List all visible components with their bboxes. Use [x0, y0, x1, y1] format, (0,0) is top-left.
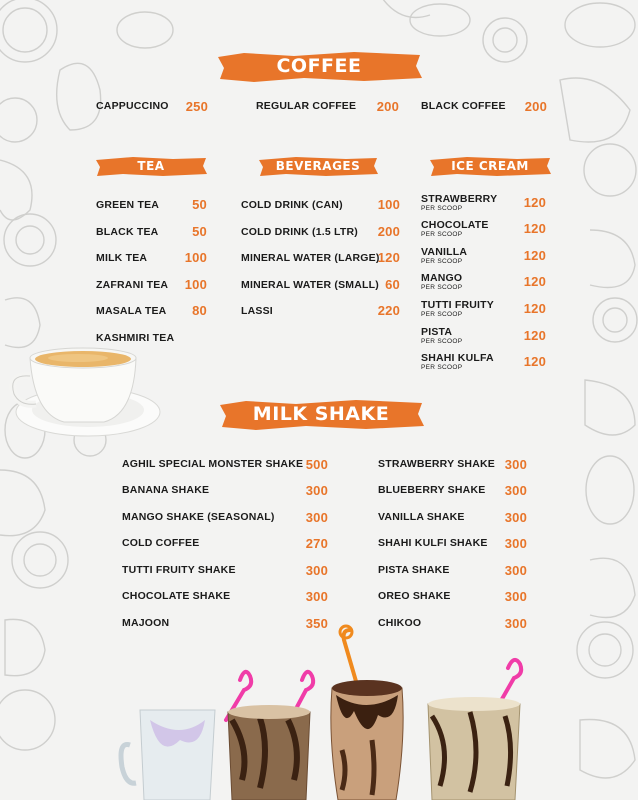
milk-shake-item-name: MANGO SHAKE (SEASONAL) [122, 511, 275, 523]
beverage-item-name: MINERAL WATER (SMALL) [241, 279, 379, 291]
milk-shake-item-name: MAJOON [122, 617, 170, 629]
coffee-item-price: 250 [185, 99, 208, 114]
milk-shake-section-banner [216, 396, 426, 432]
milk-shake-item-price: 300 [504, 483, 527, 498]
ice-cream-item-name: PISTA [421, 326, 453, 338]
beverage-item-price: 120 [377, 250, 400, 265]
ice-cream-item-price: 120 [523, 248, 546, 263]
ice-cream-item-price: 120 [523, 328, 546, 343]
beverage-item-name: LASSI [241, 305, 273, 317]
milk-shake-item-name: PISTA SHAKE [378, 564, 450, 576]
ice-cream-item-price: 120 [523, 274, 546, 289]
milk-shake-item-price: 300 [305, 589, 328, 604]
ice-cream-section-banner [427, 154, 553, 178]
milk-shake-item-price: 300 [504, 589, 527, 604]
milkshake-glasses-image [110, 620, 560, 800]
tea-item-name: MILK TEA [96, 252, 148, 264]
ice-cream-item-price: 120 [523, 354, 546, 369]
beverage-item-price: 220 [377, 303, 400, 318]
tea-item-name: KASHMIRI TEA [96, 332, 175, 344]
beverages-section-banner [256, 154, 380, 178]
milk-shake-item-name: SHAHI KULFI SHAKE [378, 537, 488, 549]
milk-shake-item-name: BANANA SHAKE [122, 484, 210, 496]
milk-shake-item-price: 270 [305, 536, 328, 551]
ice-cream-unit: PER SCOOP [421, 364, 463, 371]
ice-cream-unit: PER SCOOP [421, 338, 463, 345]
milk-shake-item-name: TUTTI FRUITY SHAKE [122, 564, 236, 576]
milk-shake-item-name: STRAWBERRY SHAKE [378, 458, 495, 470]
tea-item-price: 50 [192, 197, 207, 212]
ice-cream-item-price: 120 [523, 301, 546, 316]
tea-cup-image [6, 342, 166, 442]
ice-cream-unit: PER SCOOP [421, 258, 463, 265]
tea-item-price: 100 [184, 277, 207, 292]
ice-cream-item [421, 272, 462, 291]
milk-shake-item-price: 300 [504, 510, 527, 525]
milk-shake-item-price: 500 [305, 457, 328, 472]
ice-cream-item [421, 219, 489, 238]
milk-shake-item-price: 300 [504, 457, 527, 472]
ice-cream-unit: PER SCOOP [421, 311, 463, 318]
ice-cream-item [421, 352, 494, 371]
tea-item-name: MASALA TEA [96, 305, 167, 317]
coffee-item-price: 200 [376, 99, 399, 114]
coffee-section-banner [214, 48, 424, 84]
ice-cream-item-name: CHOCOLATE [421, 219, 489, 231]
ice-cream-item [421, 246, 467, 265]
ice-cream-title: ICE CREAM [451, 159, 529, 173]
milk-shake-item-name: COLD COFFEE [122, 537, 200, 549]
coffee-item-name: REGULAR COFFEE [256, 100, 357, 112]
ice-cream-item [421, 193, 497, 212]
tea-item-name: GREEN TEA [96, 199, 160, 211]
ice-cream-item [421, 326, 462, 345]
ice-cream-item-name: STRAWBERRY [421, 193, 498, 205]
milk-shake-item-name: CHOCOLATE SHAKE [122, 590, 231, 602]
ice-cream-unit: PER SCOOP [421, 231, 463, 238]
beverage-item-name: COLD DRINK (1.5 LTR) [241, 226, 358, 238]
beverage-item-price: 100 [377, 197, 400, 212]
milk-shake-item-name: BLUEBERRY SHAKE [378, 484, 486, 496]
beverages-title: BEVERAGES [275, 159, 361, 173]
beverage-item-name: COLD DRINK (CAN) [241, 199, 343, 211]
tea-item-name: ZAFRANI TEA [96, 279, 169, 291]
beverage-item-price: 60 [385, 277, 400, 292]
ice-cream-item-name: VANILLA [421, 246, 468, 258]
beverage-item-name: MINERAL WATER (LARGE) [241, 252, 380, 264]
tea-item-name: BLACK TEA [96, 226, 159, 238]
coffee-item-name: BLACK COFFEE [421, 100, 506, 112]
ice-cream-item-price: 120 [523, 195, 546, 210]
milk-shake-item-name: CHIKOO [378, 617, 422, 629]
tea-item-price: 50 [192, 224, 207, 239]
milk-shake-item-price: 300 [504, 563, 527, 578]
milk-shake-item-price: 300 [504, 616, 527, 631]
ice-cream-unit: PER SCOOP [421, 205, 463, 212]
ice-cream-item [421, 299, 494, 318]
milk-shake-item-name: OREO SHAKE [378, 590, 451, 602]
ice-cream-unit: PER SCOOP [421, 284, 463, 291]
milk-shake-item-price: 300 [305, 563, 328, 578]
ice-cream-item-name: TUTTI FRUITY [421, 299, 494, 311]
tea-item-price: 80 [192, 303, 207, 318]
ice-cream-item-name: SHAHI KULFA [421, 352, 494, 364]
ice-cream-item-name: MANGO [421, 272, 463, 284]
milk-shake-item-name: VANILLA SHAKE [378, 511, 465, 523]
tea-title: TEA [137, 159, 165, 173]
milk-shake-item-price: 350 [305, 616, 328, 631]
milk-shake-item-price: 300 [305, 483, 328, 498]
tea-section-banner [93, 154, 209, 178]
coffee-item-name: CAPPUCCINO [96, 100, 169, 112]
coffee-title: COFFEE [276, 55, 362, 77]
milk-shake-item-price: 300 [504, 536, 527, 551]
milk-shake-title: MILK SHAKE [252, 403, 390, 425]
milk-shake-item-name: AGHIL SPECIAL MONSTER SHAKE [122, 458, 304, 470]
coffee-item-price: 200 [524, 99, 547, 114]
tea-item-price: 100 [184, 250, 207, 265]
beverage-item-price: 200 [377, 224, 400, 239]
milk-shake-item-price: 300 [305, 510, 328, 525]
ice-cream-item-price: 120 [523, 221, 546, 236]
